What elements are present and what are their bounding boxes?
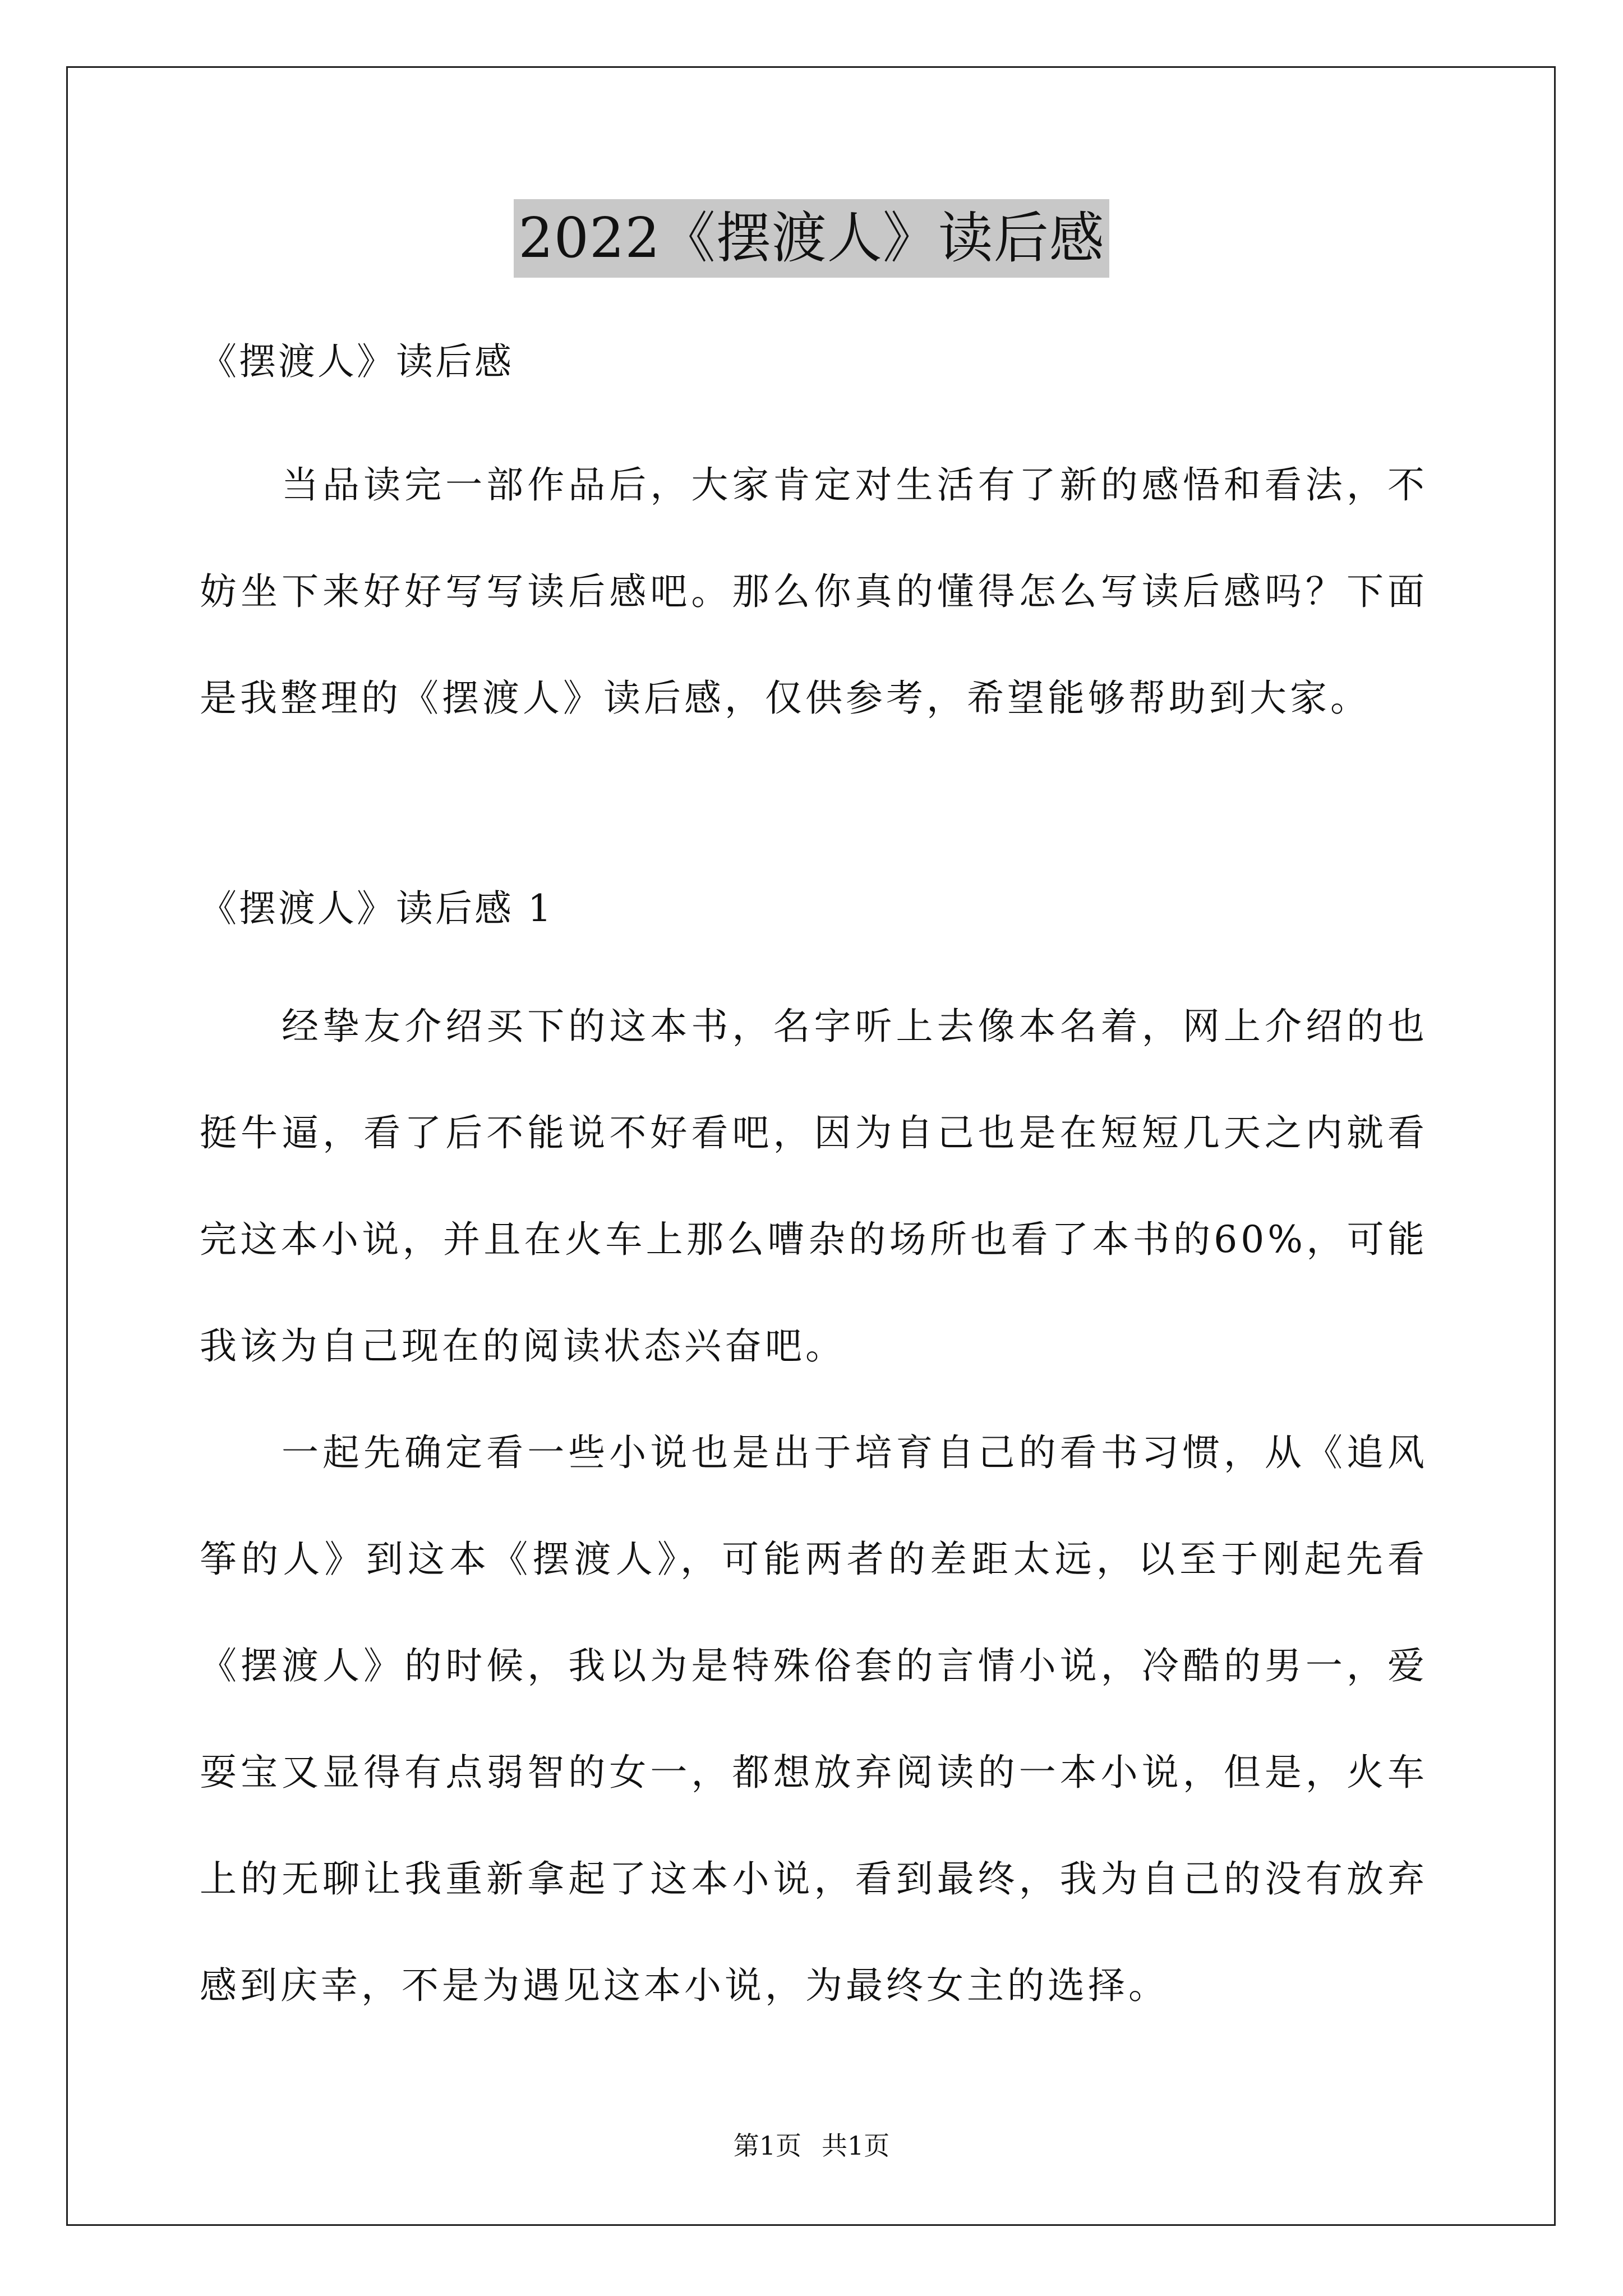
page-number: 第1页: [733, 2131, 801, 2161]
intro-subtitle: 《摆渡人》读后感: [200, 340, 514, 383]
title-container: [0, 199, 1623, 278]
body-paragraph-1: 经挚友介绍买下的这本书，名字听上去像本名着，网上介绍的也挺牛逼，看了后不能说不好看吧，因为自己也是在短短几天之内就看完这本小说，并且在火车上那么嘈杂的场所也看了本书的60%，可能我该为自己现在的阅读状态兴奋吧。: [200, 1005, 1428, 1368]
section-heading: 《摆渡人》读后感 1: [200, 887, 554, 930]
page-footer: [0, 2129, 1623, 2162]
body-paragraph-2: 一起先确定看一些小说也是出于培育自己的看书习惯，从《追风筝的人》到这本《摆渡人》，可能两者的差距太远，以至于刚起先看《摆渡人》的时候，我以为是特殊俗套的言情小说，冷酷的男一，爱耍宝又显得有点弱智的女一，都想放弃阅读的一本小说，但是，火车上的无聊让我重新拿起了这本小说，看到最终，我为自己的没有放弃感到庆幸，不是为遇见这本小说，为最终女主的选择。: [200, 1431, 1428, 2007]
document-title: 2022《摆渡人》读后感: [514, 199, 1109, 278]
page-total: 共1页: [822, 2131, 890, 2161]
intro-paragraph: 当品读完一部作品后，大家肯定对生活有了新的感悟和看法，不妨坐下来好好写写读后感吧。那么你真的懂得怎么写读后感吗？下面是我整理的《摆渡人》读后感，仅供参考，希望能够帮助到大家。: [200, 463, 1428, 720]
